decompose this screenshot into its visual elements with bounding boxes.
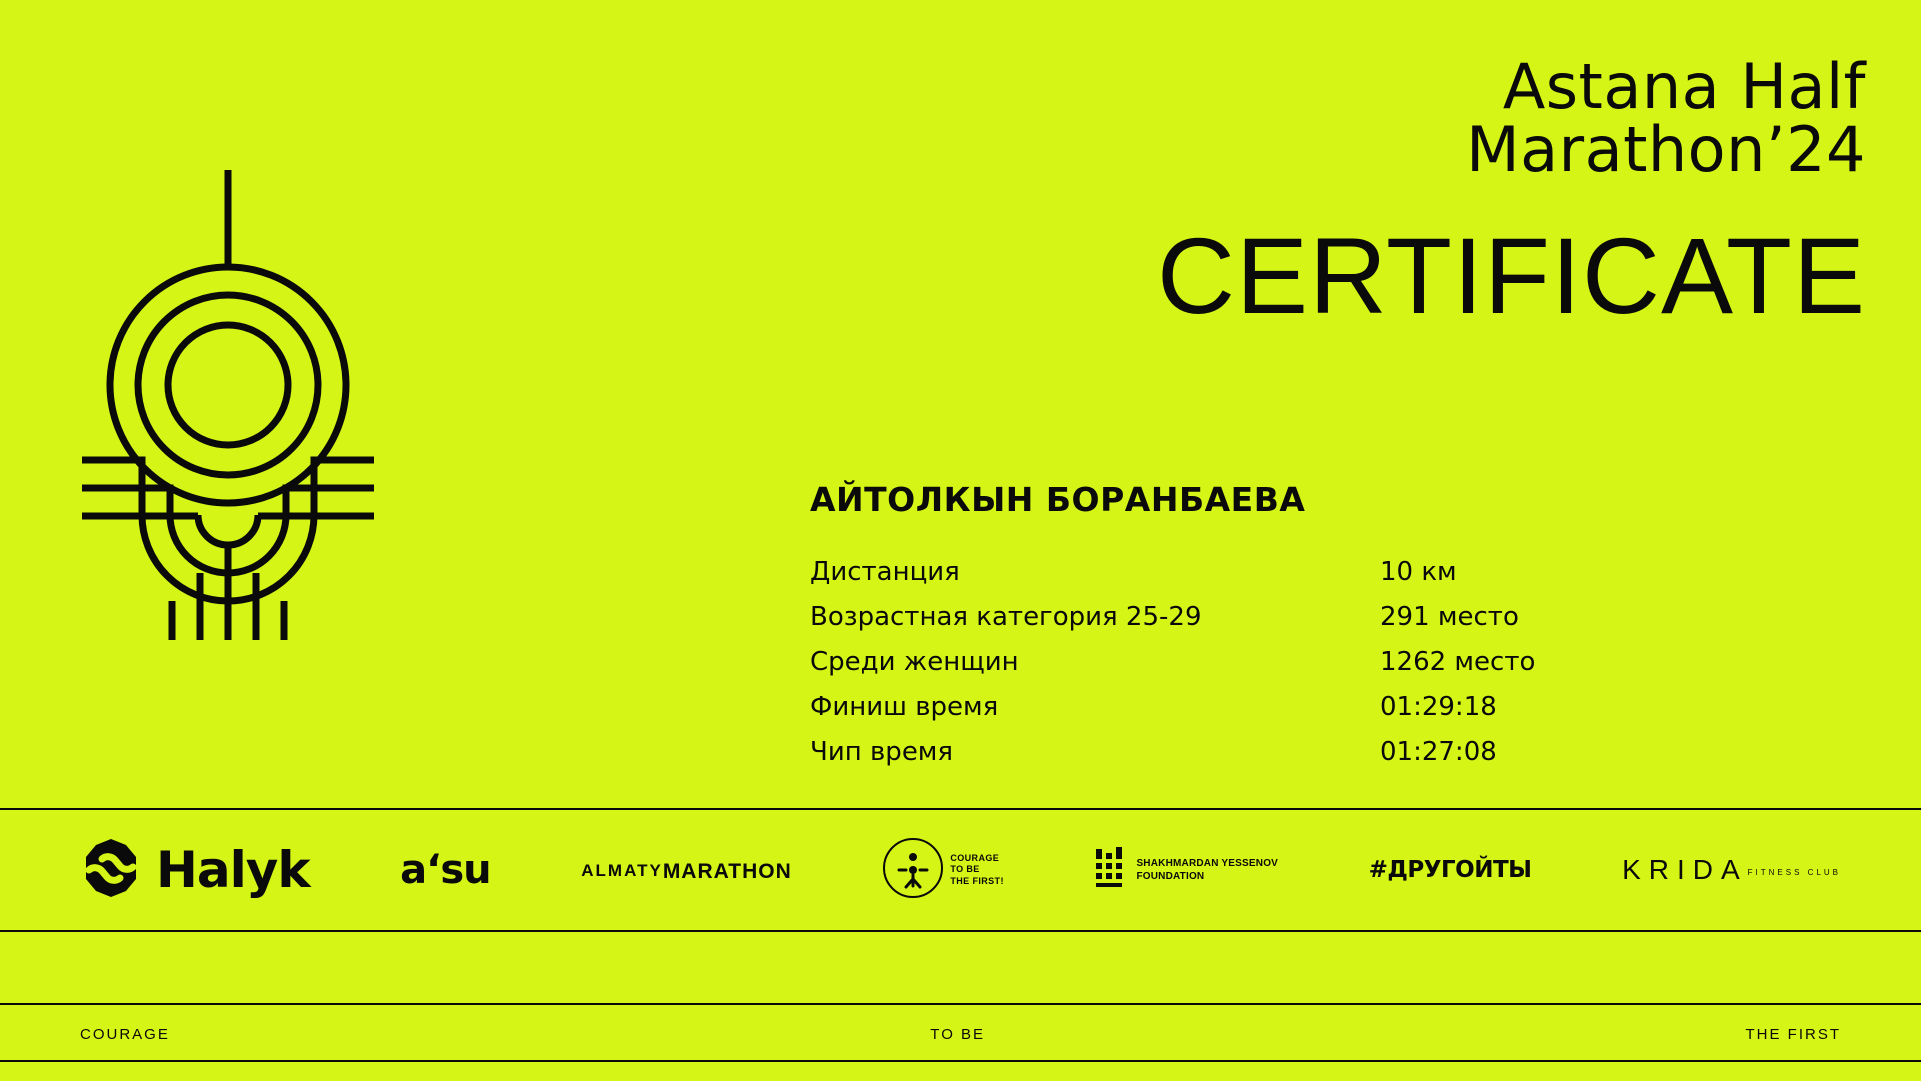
footer-slogan-middle: TO BE (930, 1025, 986, 1043)
courage-fund-text (950, 853, 1004, 887)
yessenov-text (1136, 857, 1278, 883)
courage-fund-emblem-icon (882, 837, 944, 904)
almaty-marathon-line2: MARATHON (662, 859, 792, 883)
courage-fund-line1: COURAGE (950, 853, 1000, 864)
divider-top (0, 808, 1921, 810)
certificate-heading-block (766, 50, 1866, 337)
table-row (810, 647, 1570, 692)
event-title-line1: Astana Half (1502, 50, 1866, 123)
result-label-finish-time: Финиш время (810, 692, 999, 722)
divider-bottom (0, 1003, 1921, 1005)
footer-slogan-left: COURAGE (80, 1025, 170, 1043)
sponsor-logo-drugoity (1369, 835, 1532, 905)
results-table (810, 557, 1570, 782)
table-row (810, 737, 1570, 782)
sponsor-logo-halyk (80, 835, 310, 905)
sponsor-logo-courage-fund (882, 835, 1004, 905)
halyk-mark-icon (80, 837, 142, 904)
participant-name: АЙТОЛКЫН БОРАНБАЕВА (810, 480, 1306, 519)
result-label-chip-time: Чип время (810, 737, 954, 767)
yessenov-mark-icon (1094, 847, 1128, 894)
sponsor-logo-yessenov-foundation (1094, 835, 1278, 905)
result-value-distance: 10 км (1380, 557, 1457, 587)
yessenov-line1: SHAKHMARDAN YESSENOV (1136, 858, 1279, 869)
sponsor-logo-almaty-marathon (581, 835, 792, 905)
sponsor-logo-krida (1622, 835, 1841, 905)
sponsor-logo-asu (400, 835, 490, 905)
sponsor-logo-band (0, 812, 1921, 928)
result-value-among-women: 1262 место (1380, 647, 1536, 677)
participant-details (810, 480, 1870, 782)
certificate-word: CERTIFICATE (1156, 215, 1866, 337)
divider-middle (0, 930, 1921, 932)
krida-subtitle: FITNESS CLUB (1747, 867, 1841, 877)
asu-wordmark: aʻsu (400, 847, 491, 893)
table-row (810, 557, 1570, 602)
result-value-chip-time: 01:27:08 (1380, 737, 1497, 767)
table-row (810, 692, 1570, 737)
result-value-age-category: 291 место (1380, 602, 1519, 632)
table-row (810, 602, 1570, 647)
result-label-distance: Дистанция (810, 557, 960, 587)
drugoity-wordmark: #ДРУГОЙТЫ (1368, 857, 1532, 883)
almaty-marathon-line1: ALMATY (581, 860, 663, 880)
yessenov-line2: FOUNDATION (1136, 871, 1205, 882)
footer-slogan-right: THE FIRST (1745, 1025, 1841, 1043)
divider-last (0, 1060, 1921, 1062)
krida-wordmark: KRIDA (1622, 854, 1748, 885)
result-label-age-category: Возрастная категория 25-29 (810, 602, 1202, 632)
result-label-among-women: Среди женщин (810, 647, 1019, 677)
astana-half-marathon-emblem (70, 170, 470, 650)
footer-slogan (0, 1010, 1921, 1058)
result-value-finish-time: 01:29:18 (1380, 692, 1497, 722)
halyk-wordmark: Halyk (156, 841, 310, 899)
courage-fund-line3: THE FIRST! (950, 875, 1004, 886)
event-title-line2: Marathon’24 (1466, 113, 1866, 187)
courage-fund-line2: TO BE (950, 864, 980, 875)
